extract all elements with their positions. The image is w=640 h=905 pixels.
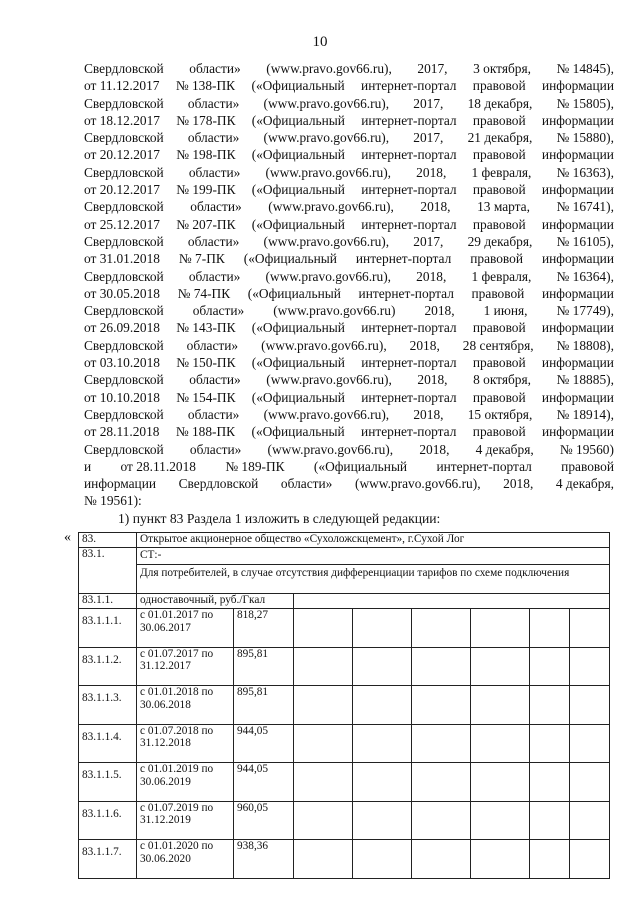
text-word: Свердловской: [84, 61, 164, 76]
table-row: [79, 763, 610, 802]
row-number: 83.1.1.7.: [79, 840, 137, 879]
empty-cell: [471, 724, 530, 763]
text-word: Свердловской: [84, 303, 164, 319]
text-word: № 188-ПК: [175, 424, 236, 440]
text-word: правовой: [472, 147, 526, 163]
tariff-value: 818,27: [234, 609, 294, 648]
text-word: 2018,: [413, 406, 444, 422]
text-word: (www.pravo.gov66.ru),: [266, 61, 392, 76]
empty-cell: [530, 801, 570, 840]
text-line: [84, 441, 614, 458]
text-word: и: [84, 458, 92, 474]
rate-type: одноставочный, руб./Гкал: [137, 594, 294, 609]
opening-quote: «: [64, 530, 71, 545]
text-word: Свердловской: [84, 441, 164, 457]
text-word: (www.pravo.gov66.ru),: [268, 199, 394, 215]
text-line: [84, 198, 614, 215]
text-word: 2017,: [413, 233, 444, 249]
tariff-value: 960,05: [234, 801, 294, 840]
text-line: [84, 423, 614, 440]
empty-cell: [353, 724, 412, 763]
text-word: информации: [541, 78, 614, 94]
text-word: области»: [189, 372, 241, 388]
row-number: 83.1.1.: [79, 594, 137, 609]
text-word: интернет-портал: [361, 389, 457, 405]
text-word: № 189-ПК: [225, 458, 285, 474]
text-word: информации: [541, 216, 614, 232]
text-word: 2018,: [416, 164, 447, 180]
text-word: правовой: [472, 216, 526, 232]
text-word: № 16363),: [556, 164, 614, 180]
empty-cell: [353, 647, 412, 686]
row-number: 83.1.: [79, 548, 137, 594]
text-word: 2017,: [413, 130, 444, 146]
text-word: правовой: [472, 389, 526, 405]
empty-cell: [353, 686, 412, 725]
table-row: [79, 609, 610, 648]
text-word: № 15805),: [556, 95, 614, 111]
text-word: от 20.12.2017: [84, 147, 160, 163]
empty-cell: [570, 647, 610, 686]
table-row: [79, 724, 610, 763]
text-line: [84, 475, 614, 492]
body-text: [84, 60, 614, 510]
text-word: («Официальный: [251, 320, 345, 336]
text-word: («Официальный: [313, 458, 408, 474]
text-word: от 10.10.2018: [84, 389, 160, 405]
period-cell: с 01.01.2020 по 30.06.2020: [137, 840, 234, 879]
text-word: («Официальный: [251, 389, 345, 405]
text-word: правовой: [561, 458, 614, 474]
text-word: правовой: [472, 424, 526, 440]
text-word: (www.pravo.gov66.ru),: [263, 233, 390, 249]
text-word: («Официальный: [251, 216, 345, 232]
text-word: («Официальный: [251, 424, 345, 440]
text-word: № 16364),: [556, 268, 614, 284]
text-word: 2018,: [424, 303, 455, 319]
text-word: (www.pravo.gov66.ru),: [263, 406, 390, 422]
organization-name: Открытое акционерное общество «Сухоложскцемент», г.Сухой Лог: [137, 533, 610, 548]
text-line: [84, 181, 614, 198]
tariff-value: 944,05: [234, 763, 294, 802]
text-line: [84, 77, 614, 94]
row-number: 83.1.1.1.: [79, 609, 137, 648]
text-word: («Официальный: [251, 147, 345, 163]
text-word: интернет-портал: [361, 112, 457, 128]
text-word: № 17749),: [556, 303, 614, 319]
empty-cell: [294, 840, 353, 879]
text-word: от 28.11.2018: [120, 458, 196, 474]
text-word: 18 декабря,: [467, 95, 533, 111]
text-word: правовой: [472, 182, 526, 198]
text-word: 13 марта,: [477, 199, 530, 215]
empty-cell: [570, 840, 610, 879]
text-word: Свердловской: [84, 95, 164, 111]
text-word: области»: [188, 164, 241, 180]
text-line: [84, 60, 614, 77]
text-word: от 30.05.2018: [84, 285, 160, 301]
text-word: 3 октября,: [473, 61, 531, 76]
text-word: области»: [189, 441, 242, 457]
text-line: [84, 458, 614, 475]
tariff-table: [78, 532, 610, 879]
empty-cell: [471, 801, 530, 840]
text-word: информации: [541, 251, 614, 267]
text-line: [84, 216, 614, 233]
text-word: Свердловской: [84, 337, 164, 353]
empty-cell: [471, 686, 530, 725]
empty-cell: [412, 724, 471, 763]
text-word: 4 декабря,: [475, 441, 534, 457]
table-row: [79, 533, 610, 548]
text-word: правовой: [472, 355, 526, 371]
text-line: [84, 95, 614, 112]
text-word: 2018,: [417, 372, 448, 388]
text-word: № 150-ПК: [176, 355, 236, 371]
row-number: 83.1.1.4.: [79, 724, 137, 763]
text-word: («Официальный: [251, 78, 345, 94]
tariff-type-cell: [137, 548, 610, 594]
table-row: [79, 840, 610, 879]
text-word: № 18914),: [556, 406, 614, 422]
text-word: 4 декабря,: [555, 476, 614, 492]
text-word: от 28.11.2018: [84, 424, 160, 440]
empty-cell: [530, 840, 570, 879]
text-word: информации: [84, 476, 157, 492]
text-word: информации: [541, 112, 614, 128]
text-word: области»: [190, 199, 242, 215]
text-word: интернет-портал: [358, 285, 454, 301]
empty-cell: [353, 609, 412, 648]
text-word: 2017,: [417, 61, 448, 76]
text-line: [84, 389, 614, 406]
text-word: («Официальный: [243, 251, 337, 267]
period-cell: с 01.01.2017 по 30.06.2017: [137, 609, 234, 648]
table-row: [79, 801, 610, 840]
consumer-description: Для потребителей, в случае отсутствия дифференциации тарифов по схеме подключения: [140, 566, 570, 579]
text-word: № 7-ПК: [178, 251, 225, 267]
text-word: интернет-портал: [355, 251, 452, 267]
table-row: [79, 647, 610, 686]
text-word: (www.pravo.gov66.ru),: [265, 268, 392, 284]
empty-cell: [530, 686, 570, 725]
text-word: области»: [187, 233, 240, 249]
text-word: Свердловской: [84, 199, 164, 215]
empty-cell: [570, 724, 610, 763]
text-word: области»: [280, 476, 333, 492]
text-word: (www.pravo.gov66.ru),: [267, 441, 394, 457]
empty-cell: [570, 609, 610, 648]
text-word: области»: [189, 61, 241, 76]
empty-cell: [412, 840, 471, 879]
text-word: Свердловской: [84, 406, 164, 422]
text-line: [84, 406, 614, 423]
empty-cell: [530, 724, 570, 763]
text-line: [84, 250, 614, 267]
amendment-intro: 1) пункт 83 Раздела 1 изложить в следующей редакции:: [118, 511, 441, 526]
text-line: [84, 492, 614, 509]
row-number: 83.: [79, 533, 137, 548]
period-cell: с 01.07.2018 по 31.12.2018: [137, 724, 234, 763]
text-word: интернет-портал: [361, 216, 457, 232]
table-row: [79, 548, 610, 594]
text-word: № 178-ПК: [176, 112, 236, 128]
text-word: информации: [541, 285, 614, 301]
empty-cell: [353, 840, 412, 879]
text-word: № 19560): [559, 441, 614, 457]
text-word: 2018,: [409, 337, 440, 353]
text-word: № 16741),: [556, 199, 614, 215]
text-line: [84, 268, 614, 285]
row-number: 83.1.1.5.: [79, 763, 137, 802]
empty-cell: [294, 594, 610, 609]
text-word: 2018,: [503, 476, 534, 492]
text-word: 15 октября,: [467, 406, 533, 422]
empty-cell: [412, 609, 471, 648]
text-word: 28 сентября,: [462, 337, 534, 353]
text-word: № 19561):: [84, 493, 142, 509]
empty-cell: [471, 840, 530, 879]
empty-cell: [294, 763, 353, 802]
period-cell: с 01.07.2019 по 31.12.2019: [137, 801, 234, 840]
text-word: № 198-ПК: [176, 147, 236, 163]
text-word: (www.pravo.gov66.ru),: [263, 130, 390, 146]
text-word: интернет-портал: [361, 424, 457, 440]
text-word: 8 октября,: [473, 372, 531, 388]
text-word: от 18.12.2017: [84, 112, 160, 128]
text-word: интернет-портал: [361, 78, 457, 94]
text-word: № 74-ПК: [177, 285, 231, 301]
period-cell: с 01.01.2018 по 30.06.2018: [137, 686, 234, 725]
text-word: области»: [186, 337, 239, 353]
text-word: интернет-портал: [361, 355, 457, 371]
empty-cell: [294, 647, 353, 686]
text-word: (www.pravo.gov66.ru): [273, 303, 396, 319]
text-word: (www.pravo.gov66.ru),: [354, 476, 481, 492]
text-word: Свердловской: [84, 233, 164, 249]
text-word: интернет-портал: [361, 182, 457, 198]
text-word: № 16105),: [556, 233, 614, 249]
text-word: области»: [187, 95, 240, 111]
text-line: [84, 112, 614, 129]
text-word: 1 июня,: [483, 303, 528, 319]
tariff-value: 944,05: [234, 724, 294, 763]
text-word: информации: [541, 320, 614, 336]
empty-cell: [353, 801, 412, 840]
text-word: № 143-ПК: [176, 320, 236, 336]
empty-cell: [471, 763, 530, 802]
row-number: 83.1.1.3.: [79, 686, 137, 725]
text-word: № 207-ПК: [176, 216, 236, 232]
text-word: информации: [541, 389, 614, 405]
empty-cell: [294, 686, 353, 725]
text-word: области»: [188, 268, 241, 284]
text-line: [84, 129, 614, 146]
period-cell: с 01.07.2017 по 31.12.2017: [137, 647, 234, 686]
text-word: правовой: [472, 78, 526, 94]
text-word: Свердловской: [178, 476, 259, 492]
text-word: № 18885),: [556, 372, 614, 388]
text-word: от 20.12.2017: [84, 182, 160, 198]
text-word: интернет-портал: [361, 147, 457, 163]
text-word: № 138-ПК: [175, 78, 236, 94]
text-word: от 11.12.2017: [84, 78, 160, 94]
text-word: правовой: [472, 320, 526, 336]
tariff-value: 938,36: [234, 840, 294, 879]
empty-cell: [294, 801, 353, 840]
table-row: [79, 686, 610, 725]
empty-cell: [412, 763, 471, 802]
text-word: информации: [541, 355, 614, 371]
text-word: № 199-ПК: [176, 182, 236, 198]
text-word: от 03.10.2018: [84, 355, 160, 371]
text-line: [84, 285, 614, 302]
text-word: 1 февраля,: [471, 164, 532, 180]
text-word: информации: [541, 147, 614, 163]
text-word: («Официальный: [251, 112, 345, 128]
empty-cell: [530, 647, 570, 686]
text-word: Свердловской: [84, 372, 164, 388]
text-word: № 14845),: [556, 61, 614, 76]
empty-cell: [471, 609, 530, 648]
text-line: [84, 354, 614, 371]
text-line: [84, 337, 614, 354]
text-line: [84, 146, 614, 163]
text-word: интернет-портал: [436, 458, 532, 474]
text-word: (www.pravo.gov66.ru),: [265, 164, 392, 180]
text-word: № 18808),: [556, 337, 614, 353]
empty-cell: [570, 763, 610, 802]
text-line: [84, 302, 614, 319]
table-row: [79, 594, 610, 609]
text-word: Свердловской: [84, 130, 164, 146]
empty-cell: [471, 647, 530, 686]
empty-cell: [353, 763, 412, 802]
text-line: [84, 233, 614, 250]
text-word: Свердловской: [84, 164, 164, 180]
page-number: 10: [312, 34, 328, 50]
empty-cell: [530, 763, 570, 802]
text-word: правовой: [470, 251, 524, 267]
text-word: («Официальный: [251, 182, 345, 198]
row-number: 83.1.1.2.: [79, 647, 137, 686]
text-word: области»: [187, 406, 240, 422]
empty-cell: [412, 686, 471, 725]
tariff-value: 895,81: [234, 647, 294, 686]
text-word: 21 декабря,: [467, 130, 533, 146]
text-word: информации: [541, 182, 614, 198]
text-word: области»: [192, 303, 245, 319]
text-word: 2018,: [416, 268, 447, 284]
text-word: («Официальный: [247, 285, 341, 301]
period-cell: с 01.01.2019 по 30.06.2019: [137, 763, 234, 802]
empty-cell: [570, 801, 610, 840]
text-word: от 25.12.2017: [84, 216, 160, 232]
text-word: 2018,: [420, 199, 451, 215]
empty-cell: [294, 724, 353, 763]
text-line: [84, 319, 614, 336]
tariff-value: 895,81: [234, 686, 294, 725]
text-word: от 26.09.2018: [84, 320, 160, 336]
empty-cell: [412, 647, 471, 686]
text-word: 2018,: [419, 441, 450, 457]
text-word: области»: [187, 130, 240, 146]
empty-cell: [412, 801, 471, 840]
text-word: № 15880),: [556, 130, 614, 146]
text-word: от 31.01.2018: [84, 251, 160, 267]
text-word: информации: [541, 424, 614, 440]
text-word: 2017,: [413, 95, 444, 111]
row-number: 83.1.1.6.: [79, 801, 137, 840]
text-line: [84, 164, 614, 181]
empty-cell: [530, 609, 570, 648]
text-word: Свердловской: [84, 268, 164, 284]
text-line: [84, 371, 614, 388]
text-word: 29 декабря,: [467, 233, 533, 249]
text-word: (www.pravo.gov66.ru),: [266, 372, 392, 388]
empty-cell: [570, 686, 610, 725]
text-word: правовой: [471, 285, 525, 301]
text-word: 1 февраля,: [471, 268, 532, 284]
text-word: (www.pravo.gov66.ru),: [263, 95, 390, 111]
text-word: правовой: [472, 112, 526, 128]
text-word: (www.pravo.gov66.ru),: [261, 337, 387, 353]
text-word: № 154-ПК: [176, 389, 236, 405]
tariff-type: СТ:-: [137, 548, 609, 565]
empty-cell: [294, 609, 353, 648]
text-word: («Официальный: [251, 355, 345, 371]
text-word: интернет-портал: [361, 320, 457, 336]
